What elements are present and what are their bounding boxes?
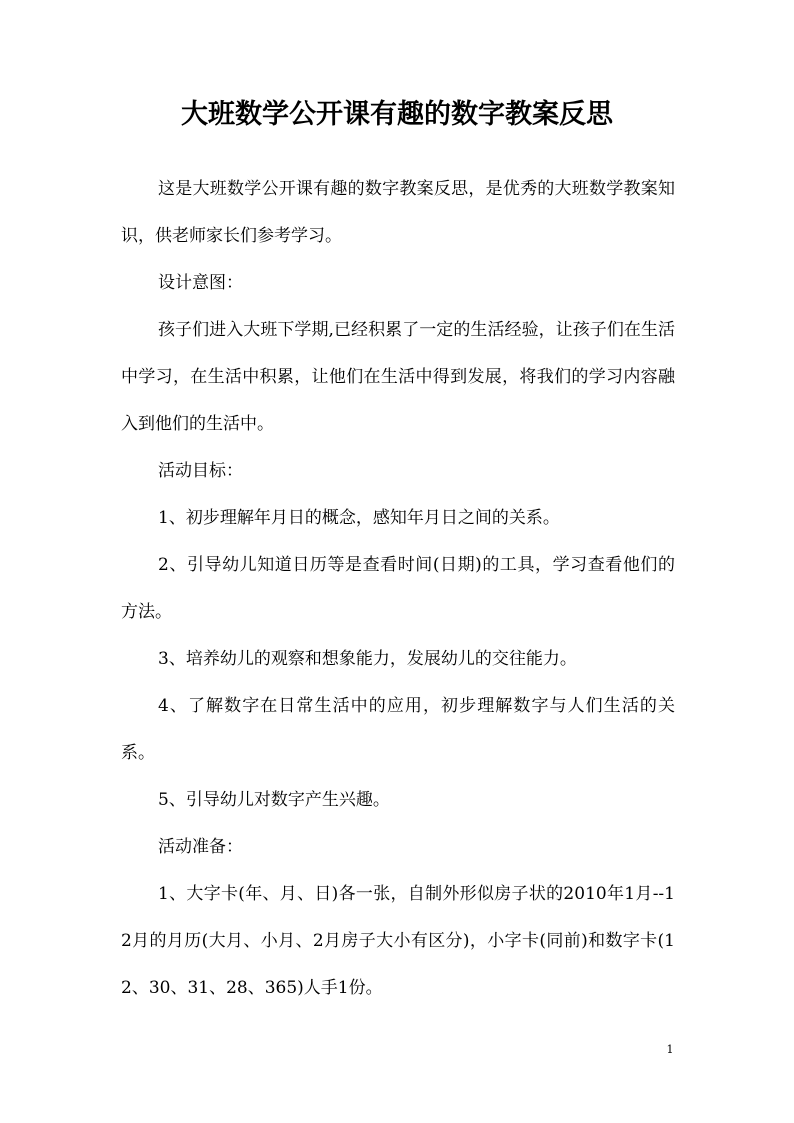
document-title: 大班数学公开课有趣的数字教案反思: [181, 99, 613, 130]
goal-item-3: 3、培养幼儿的观察和想象能力，发展幼儿的交往能力。: [158, 649, 577, 669]
page-number: 1: [666, 1043, 674, 1056]
goal-item-2: 2、引导幼儿知道日历等是查看时间(日期)的工具，学习查看他们的方法。: [121, 555, 675, 622]
paragraph-design-intent: 孩子们进入大班下学期,已经积累了一定的生活经验，让孩子们在生活中学习，在生活中积累，让他们在生活中得到发展，将我们的学习内容融入到他们的生活中。: [121, 320, 675, 434]
preparation-item-1: 1、大字卡(年、月、日)各一张，自制外形似房子状的2010年1月--12月的月历(大月、小月、2月房子大小有区分)，小字卡(同前)和数字卡(12、30、31、28、365)人手1份。: [121, 884, 675, 998]
goal-item-4: 4、了解数字在日常生活中的应用，初步理解数字与人们生活的关系。: [121, 696, 675, 763]
goal-item-1: 1、初步理解年月日的概念，感知年月日之间的关系。: [158, 508, 560, 528]
heading-activity-goals: 活动目标：: [158, 461, 243, 481]
goal-item-5: 5、引导幼儿对数字产生兴趣。: [158, 790, 390, 810]
document-body: [121, 166, 675, 1012]
heading-activity-preparation: 活动准备：: [158, 837, 243, 857]
heading-design-intent: 设计意图：: [158, 273, 243, 293]
paragraph-intro: 这是大班数学公开课有趣的数字教案反思，是优秀的大班数学教案知识，供老师家长们参考学习。: [121, 179, 675, 246]
